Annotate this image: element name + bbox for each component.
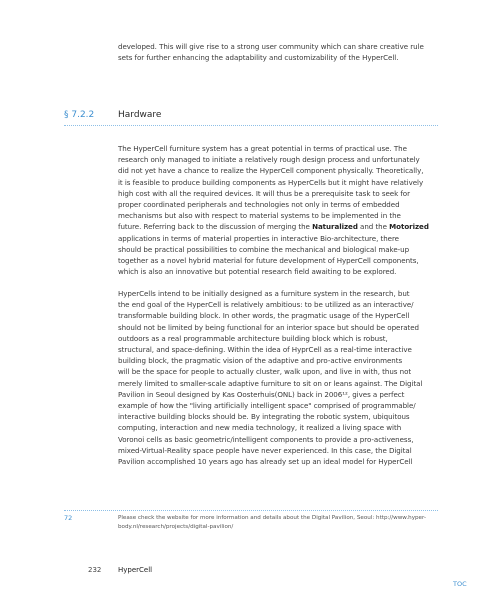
- text-line: Voronoi cells as basic geometric/intelligent components to provide a pro-activeness,: [118, 434, 414, 444]
- section-title: Hardware: [118, 110, 162, 120]
- text-segment: and the: [357, 222, 390, 232]
- intro-paragraph: [118, 41, 438, 63]
- footnote-number: 72: [64, 514, 73, 522]
- term-motorized: Motorized: [389, 222, 429, 232]
- text-line: merely limited to smaller-scale adaptive furniture to sit on or leans against. The Digital: [118, 378, 423, 388]
- text-line: together as a novel hybrid material for future development of HyperCell components,: [118, 256, 419, 266]
- text-line: mechanisms but also with respect to material systems to be implemented in the: [118, 211, 401, 221]
- text-line: outdoors as a real programmable architecture building block which is robust,: [118, 333, 388, 343]
- text-line: did not yet have a chance to realize the HyperCell component physically. Theoretically,: [118, 166, 424, 176]
- footnote-divider: [64, 510, 438, 511]
- section-number: § 7.2.2: [64, 110, 95, 120]
- text-line: which is also an innovative but potential research field awaiting to be explored.: [118, 267, 397, 277]
- text-line: proper coordinated peripherals and technologies not only in terms of embedded: [118, 200, 400, 210]
- text-line: should not be limited by being functional for an interior space but should be operated: [118, 322, 419, 332]
- text-line: structural, and space-defining. Within the idea of HyprCell as a real-time interactive: [118, 345, 412, 355]
- toc-link[interactable]: TOC: [453, 580, 467, 588]
- text-line: HyperCells intend to be initially designed as a furniture system in the research, but: [118, 289, 410, 298]
- text-line: transformable building block. In other words, the pragmatic usage of the HyperCell: [118, 311, 410, 321]
- text-line: Pavilion accomplished 10 years ago has already set up an ideal model for HyperCell: [118, 457, 413, 467]
- text-line: research only managed to initiate a relatively rough design process and unfortunately: [118, 155, 420, 165]
- footnote-text: [118, 514, 438, 532]
- footnote-line: Please check the website for more information and details about the Digital Pavilion, Seoul: http://www.hyper-: [118, 515, 426, 521]
- text-line: The HyperCell furniture system has a great potential in terms of practical use. The: [118, 144, 407, 153]
- text-line: the end goal of the HyperCell is relatively ambitious: to be utilized as an interactive/: [118, 300, 414, 310]
- text-line: developed. This will give rise to a strong user community which can share creative rule: [118, 42, 424, 51]
- text-segment: future. Referring back to the discussion of merging the: [118, 222, 313, 232]
- hardware-paragraph-2: [118, 288, 438, 467]
- footnote-line: body.nl/research/projects/digital-pavilion/: [118, 524, 234, 530]
- term-naturalized: Naturalized: [312, 222, 358, 232]
- page-number: 232: [88, 566, 102, 574]
- text-line: applications in terms of material properties in interactive Bio-architecture, there: [118, 233, 399, 243]
- running-title: HyperCell: [118, 566, 153, 574]
- text-line: it is feasible to produce building components as HyperCells but it might have relatively: [118, 177, 424, 187]
- hardware-paragraph-1: [118, 143, 438, 277]
- text-line: sets for further enhancing the adaptability and customizability of the HyperCell.: [118, 53, 399, 63]
- section-divider: [64, 125, 438, 126]
- text-line: interactive building blocks should be. By integrating the robotic system, ubiquitous: [118, 412, 410, 422]
- text-line: example of how the "living artificially intelligent space" comprised of programmable/: [118, 401, 416, 411]
- text-line: computing, interaction and new media technology, it realized a living space with: [118, 423, 402, 433]
- text-line: high cost with all the required devices. It will thus be a prerequisite task to seek for: [118, 188, 410, 198]
- text-line: mixed-Virtual-Reality space people have never experienced. In this case, the Digital: [118, 445, 412, 455]
- text-line: should be practical possibilities to combine the mechanical and biological make-up: [118, 244, 410, 254]
- text-line: building block, the pragmatic vision of the adaptive and pro-active environments: [118, 356, 403, 366]
- text-line: [118, 221, 438, 232]
- text-line: Pavilion in Seoul designed by Kas Oosterhuis(ONL) back in 2006¹², gives a perfect: [118, 389, 405, 399]
- text-line: will be the space for people to actually cluster, walk upon, and live in with, thus not: [118, 367, 412, 377]
